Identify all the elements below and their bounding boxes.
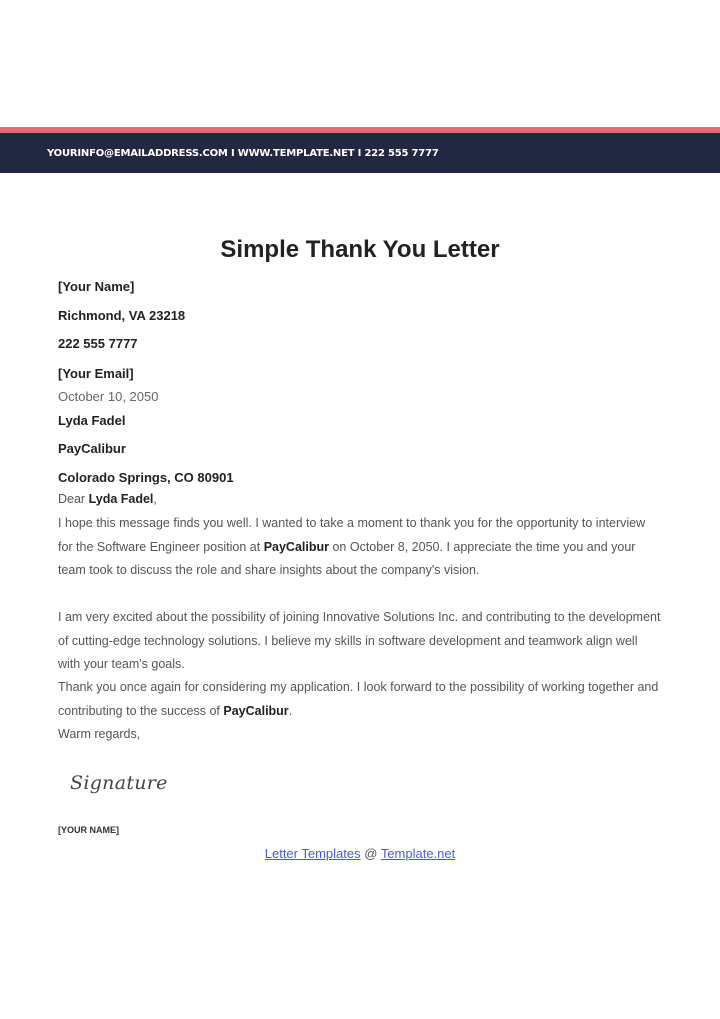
signature-image: Signature xyxy=(70,772,168,794)
sender-phone: 222 555 7777 xyxy=(58,336,138,351)
salutation-suffix: , xyxy=(153,492,157,506)
sender-name: [Your Name] xyxy=(58,279,135,294)
paragraph-3-company: PayCalibur xyxy=(223,703,289,718)
paragraph-3-text-a: Thank you once again for considering my application. I look forward to the possibility of working together and contributing to the success of xyxy=(58,680,659,718)
recipient-address: Colorado Springs, CO 80901 xyxy=(58,470,234,485)
paragraph-2: I am very excited about the possibility of joining Innovative Solutions Inc. and contributing to the development of cutting-edge technology solutions. I believe my skills in software development and teamwork align well with your team's goals. xyxy=(58,610,661,671)
paragraph-3 xyxy=(58,676,663,723)
paragraph-1 xyxy=(58,512,663,583)
header-bar xyxy=(0,133,720,173)
paragraph-3-text-b: . xyxy=(288,703,293,718)
paragraph-1-text-a: I hope this message finds you well. I wanted to take a moment to thank you for the opportunity to interview for the Software Engineer position at xyxy=(58,516,646,554)
footer-separator: @ xyxy=(360,846,381,861)
sender-email: [Your Email] xyxy=(58,366,134,381)
salutation-name: Lyda Fadel xyxy=(88,492,154,506)
template-net-link[interactable]: Template.net xyxy=(380,846,456,861)
letter-title: Simple Thank You Letter xyxy=(220,236,500,263)
signature-name: [YOUR NAME] xyxy=(58,825,119,835)
recipient-name: Lyda Fadel xyxy=(58,413,126,428)
letter-date: October 10, 2050 xyxy=(58,389,159,404)
sender-address: Richmond, VA 23218 xyxy=(58,308,186,323)
footer-attribution xyxy=(0,846,720,861)
closing: Warm regards, xyxy=(58,727,141,741)
salutation-prefix: Dear xyxy=(58,492,89,506)
paragraph-1-text-b: on October 8, 2050. I appreciate the time you and your team took to discuss the role and share insights about the company's vision. xyxy=(58,539,636,577)
paragraph-1-company: PayCalibur xyxy=(263,539,329,554)
letter-templates-link[interactable]: Letter Templates xyxy=(264,846,361,861)
salutation xyxy=(58,488,663,512)
header-contact-info: YOURINFO@EMAILADDRESS.COM I WWW.TEMPLATE.NET I 222 555 7777 xyxy=(47,147,439,159)
recipient-company: PayCalibur xyxy=(58,441,126,456)
